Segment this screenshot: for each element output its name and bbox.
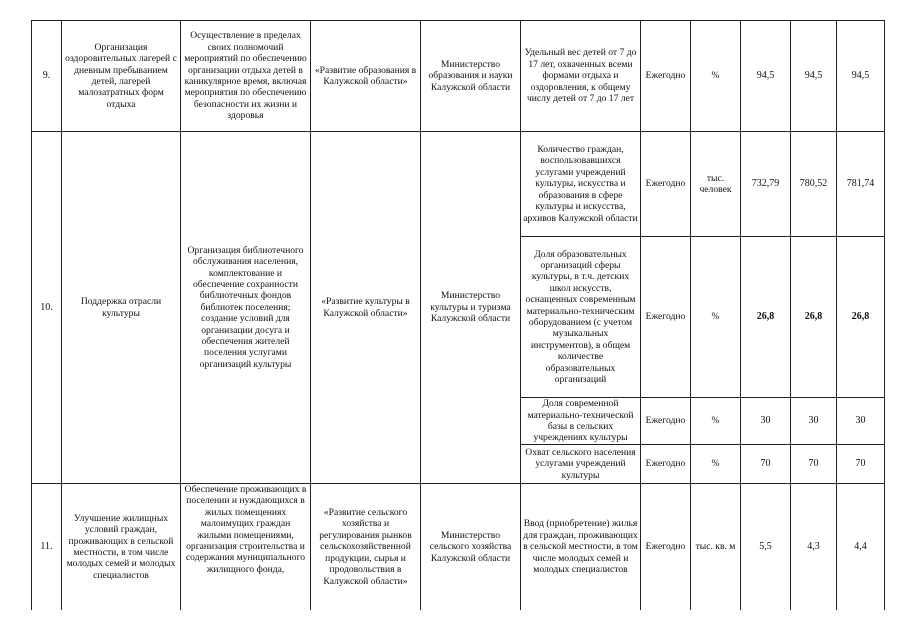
indicator-value: 30	[855, 415, 866, 427]
indicator-period: Ежегодно	[645, 415, 686, 427]
indicator-value: 94,5	[804, 70, 823, 82]
indicator-unit: %	[711, 311, 720, 323]
indicator-name: Доля современной материально-технической базы в сельских учреждениях культуры	[527, 398, 634, 444]
measure-name: Улучшение жилищных условий граждан, проживающих в сельской местности, в том числе молодых семей и молодых специалистов	[66, 512, 176, 581]
measure-content: Осуществление в пределах своих полномочий мероприятий по обеспечению организации отдыха детей в каникулярное время, включая мероприятия по обеспечению безопасности их жизни и здоровья	[184, 30, 307, 122]
indicator-period: Ежегодно	[645, 311, 686, 323]
indicator-period: Ежегодно	[645, 458, 686, 470]
indicator-value: 26,8	[756, 311, 775, 323]
measure-content: Организация библиотечного обслуживания населения, комплектование и обеспечение сохранности библиотечных фондов библиотек поселения; создание условий для организации досуга и обеспечения жителей поселения услугами организаций культуры	[187, 244, 304, 370]
state-program: «Развитие сельского хозяйства и регулирования рынков сельскохозяйственной продукции, сырья и продовольствия в Калужской области»	[319, 507, 412, 587]
indicator-unit: %	[711, 70, 720, 82]
row-number: 9.	[42, 70, 51, 82]
indicator-name: Доля образовательных организаций сферы культуры, в т.ч. детских школ искусств, оснащенных современным материально-техническим оборудованием (с учетом музыкальных инструментов), в общем количестве образовательных организаций	[525, 248, 636, 386]
responsible-ministry: Министерство сельского хозяйства Калужской области	[429, 529, 512, 564]
indicator-value: 94,5	[756, 70, 775, 82]
indicator-value: 26,8	[851, 311, 870, 323]
measure-content: Обеспечение проживающих в поселении и нуждающихся в жилых помещениях малоимущих граждан жилыми помещениями, организация строительства и содержания муниципального жилищного фонда,	[184, 484, 307, 575]
indicator-name: Ввод (приобретение) жилья для граждан, проживающих в сельской местности, в том числе молодых семей и молодых специалистов	[523, 518, 638, 576]
indicator-value: 70	[808, 458, 819, 470]
indicator-value: 70	[760, 458, 771, 470]
indicator-period: Ежегодно	[645, 70, 686, 82]
indicator-value: 30	[760, 415, 771, 427]
indicator-value: 781,74	[846, 178, 875, 190]
responsible-ministry: Министерство культуры и туризма Калужской области	[430, 290, 511, 325]
measure-name: Организация оздоровительных лагерей с дневным пребыванием детей, лагерей малозатратных форм отдыха	[65, 41, 177, 110]
indicator-unit: %	[711, 415, 720, 427]
indicator-name: Охват сельского населения услугами учреждений культуры	[525, 446, 636, 481]
row-number: 11.	[40, 541, 53, 553]
indicator-value: 5,5	[759, 541, 772, 553]
indicator-unit: тыс. человек	[699, 172, 732, 195]
indicator-value: 4,3	[807, 541, 820, 553]
indicator-value: 70	[855, 458, 866, 470]
indicator-value: 94,5	[851, 70, 870, 82]
state-program: «Развитие культуры в Калужской области»	[321, 296, 410, 319]
indicator-value: 4,4	[854, 541, 867, 553]
responsible-ministry: Министерство образования и науки Калужской области	[428, 58, 513, 93]
indicator-unit: тыс. кв. м	[695, 541, 736, 553]
indicator-period: Ежегодно	[645, 541, 686, 553]
state-program: «Развитие образования в Калужской области»	[314, 64, 417, 87]
indicator-period: Ежегодно	[645, 178, 686, 190]
indicator-value: 780,52	[799, 178, 828, 190]
measure-name: Поддержка отрасли культуры	[80, 296, 162, 319]
table-border	[884, 20, 885, 610]
indicator-value: 30	[808, 415, 819, 427]
indicator-name: Количество граждан, воспользовавшихся услугами учреждений культуры, искусства и образования в сфере культуры и искусства, архивов Калужской области	[523, 144, 638, 224]
indicator-name: Удельный вес детей от 7 до 17 лет, охваченных всеми формами отдыха и оздоровления, к общему числу детей от 7 до 17 лет	[524, 47, 637, 105]
row-number: 10.	[40, 301, 53, 313]
indicator-value: 26,8	[804, 311, 823, 323]
indicator-value: 732,79	[751, 178, 780, 190]
indicator-unit: %	[711, 458, 720, 470]
